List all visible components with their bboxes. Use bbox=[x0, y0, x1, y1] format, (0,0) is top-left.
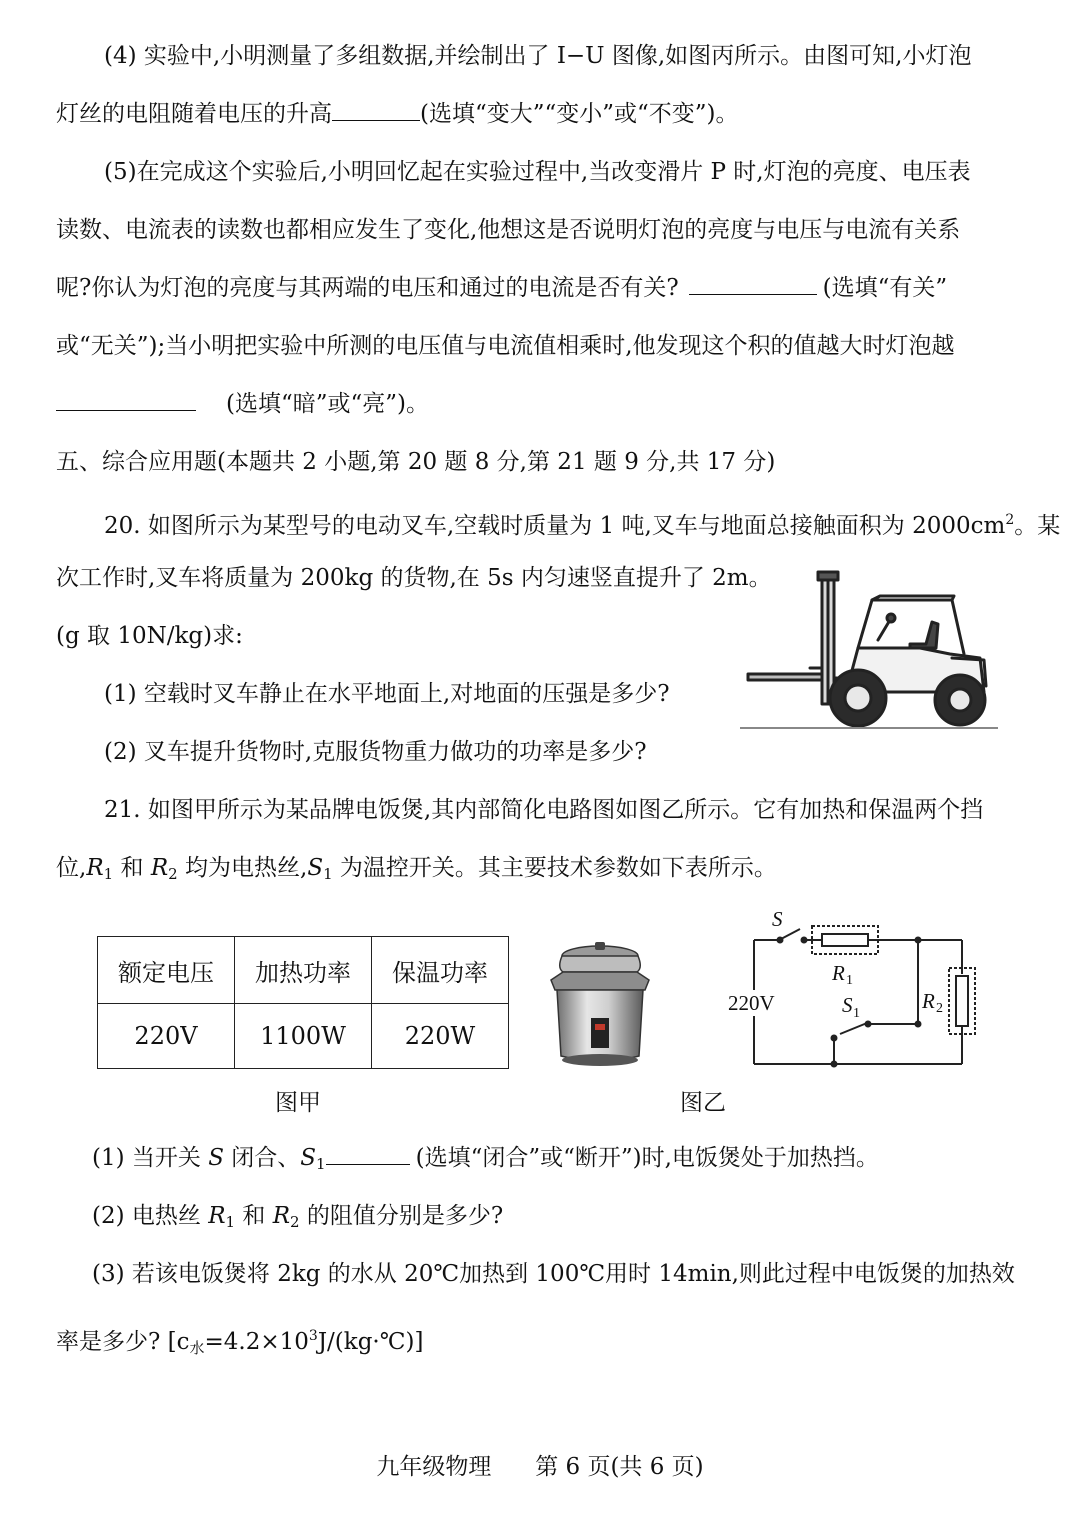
q21-line2-mid: 均为电热丝, bbox=[177, 855, 308, 881]
q21-sub3: (3) 若该电饭煲将 2kg 的水从 20℃加热到 100℃用时 14min,则此过程中电饭煲的加热效 bbox=[92, 1261, 1015, 1287]
subscript: 1 bbox=[225, 1213, 236, 1231]
q19-part5-line3 bbox=[56, 272, 947, 304]
q20-sub1: (1) 空载时叉车静止在水平地面上,对地面的压强是多少? bbox=[104, 681, 670, 707]
parameter-table bbox=[97, 936, 509, 1069]
q21-line2 bbox=[56, 852, 777, 890]
q20-line1-end: 。某 bbox=[1014, 513, 1061, 539]
figure-a-caption: 图甲 bbox=[275, 1090, 321, 1116]
q19-part5-line4: 或“无关”);当小明把实验中所测的电压值与电流值相乘时,他发现这个积的值越大时灯泡越 bbox=[56, 333, 955, 359]
q20-line1-text: 20. 如图所示为某型号的电动叉车,空载时质量为 1 吨,叉车与地面总接触面积为 2000cm bbox=[104, 513, 1006, 539]
table-header-cell: 额定电压 bbox=[98, 937, 235, 1004]
q19-part5-hint2: (选填“暗”或“亮”)。 bbox=[226, 391, 429, 417]
q21-line2-start: 位, bbox=[56, 855, 87, 881]
subscript: 1 bbox=[323, 865, 333, 883]
subscript: 水 bbox=[189, 1339, 205, 1357]
q19-part4-text: 灯丝的电阻随着电压的升高 bbox=[56, 101, 332, 127]
q21-sub3-text: 率是多少? [c bbox=[56, 1329, 190, 1355]
r1-label: R bbox=[832, 961, 845, 985]
q21-sub2-text: (2) 电热丝 bbox=[92, 1203, 209, 1229]
q21-sub1-text: (1) 当开关 bbox=[92, 1145, 209, 1171]
s1-subscript: 1 bbox=[853, 1006, 860, 1021]
subscript: 1 bbox=[103, 865, 114, 883]
q19-part5-question: 呢?你认为灯泡的亮度与其两端的电压和通过的电流是否有关? bbox=[56, 275, 679, 301]
q21-sub2 bbox=[92, 1200, 503, 1238]
switch-s-label: S bbox=[772, 907, 783, 931]
table-value-cell: 220W bbox=[372, 1004, 509, 1069]
q19-part5-line2: 读数、电流表的读数也都相应发生了变化,他想这是否说明灯泡的亮度与电压与电流有关系 bbox=[56, 217, 961, 243]
circuit-diagram bbox=[728, 904, 980, 1078]
q21-sub2-end: 的阻值分别是多少? bbox=[299, 1203, 504, 1229]
q21-sub3-formula: =4.2×10 bbox=[204, 1329, 309, 1355]
figure-b-caption: 图乙 bbox=[680, 1090, 726, 1116]
switch-s1-label: S bbox=[842, 993, 853, 1017]
symbol-r: R bbox=[86, 855, 104, 881]
q21-sub1-text2: 闭合、 bbox=[223, 1145, 301, 1171]
table-value-cell: 220V bbox=[98, 1004, 235, 1069]
q20-line1 bbox=[104, 504, 1060, 542]
q21-line1: 21. 如图甲所示为某品牌电饭煲,其内部简化电路图如图乙所示。它有加热和保温两个挡 bbox=[104, 797, 984, 823]
q19-part4-hint: (选填“变大”“变小”或“不变”)。 bbox=[420, 101, 739, 127]
voltage-label: 220V bbox=[728, 991, 775, 1015]
q19-part5-line5 bbox=[56, 388, 429, 420]
q20-line3: (g 取 10N/kg)求: bbox=[56, 623, 243, 649]
section-heading: 五、综合应用题(本题共 2 小题,第 20 题 8 分,第 21 题 9 分,共 17 分) bbox=[56, 449, 776, 475]
symbol-r: R bbox=[150, 855, 169, 881]
q21-line2-end: 为温控开关。其主要技术参数如下表所示。 bbox=[332, 855, 777, 881]
q19-part5-line1: (5)在完成这个实验后,小明回忆起在实验过程中,当改变滑片 P 时,灯泡的亮度、电压表 bbox=[104, 159, 971, 185]
r2-label: R bbox=[922, 989, 935, 1013]
symbol-s: S bbox=[300, 1145, 317, 1171]
answer-blank[interactable] bbox=[326, 1142, 410, 1165]
page-footer: 九年级物理 第 6 页(共 6 页) bbox=[376, 1454, 704, 1480]
q21-sub1 bbox=[92, 1142, 879, 1180]
q21-sub3-unit: J/(kg·℃)] bbox=[317, 1329, 424, 1355]
q19-part5-hint: (选填“有关” bbox=[822, 275, 948, 301]
answer-blank[interactable] bbox=[332, 98, 420, 121]
forklift-figure bbox=[740, 568, 1000, 738]
conjunction: 和 bbox=[235, 1203, 273, 1229]
symbol-r: R bbox=[208, 1203, 226, 1229]
q21-sub3-line2 bbox=[56, 1320, 423, 1364]
subscript: 1 bbox=[316, 1155, 326, 1173]
q20-sub2: (2) 叉车提升货物时,克服货物重力做功的功率是多少? bbox=[104, 739, 647, 765]
symbol-s: S bbox=[307, 855, 324, 881]
q21-sub1-hint: (选填“闭合”或“断开”)时,电饭煲处于加热挡。 bbox=[415, 1145, 879, 1171]
symbol-s: S bbox=[208, 1145, 224, 1171]
answer-blank[interactable] bbox=[689, 272, 817, 295]
r2-subscript: 2 bbox=[936, 1001, 943, 1016]
q19-part4-line1: (4) 实验中,小明测量了多组数据,并绘制出了 I−U 图像,如图丙所示。由图可知,小灯泡 bbox=[104, 43, 972, 69]
symbol-r: R bbox=[272, 1203, 291, 1229]
rice-cooker-figure bbox=[545, 938, 655, 1070]
subscript: 2 bbox=[168, 865, 178, 883]
r1-subscript: 1 bbox=[846, 973, 853, 988]
q20-line2: 次工作时,叉车将质量为 200kg 的货物,在 5s 内匀速竖直提升了 2m。 bbox=[56, 565, 772, 591]
table-header-cell: 保温功率 bbox=[372, 937, 509, 1004]
table-header-cell: 加热功率 bbox=[235, 937, 372, 1004]
q19-part4-line2 bbox=[56, 98, 739, 130]
answer-blank[interactable] bbox=[56, 388, 196, 411]
superscript: 2 bbox=[1005, 512, 1015, 528]
superscript: 3 bbox=[308, 1328, 318, 1344]
subscript: 2 bbox=[290, 1213, 300, 1231]
table-value-cell: 1100W bbox=[235, 1004, 372, 1069]
conjunction: 和 bbox=[113, 855, 151, 881]
